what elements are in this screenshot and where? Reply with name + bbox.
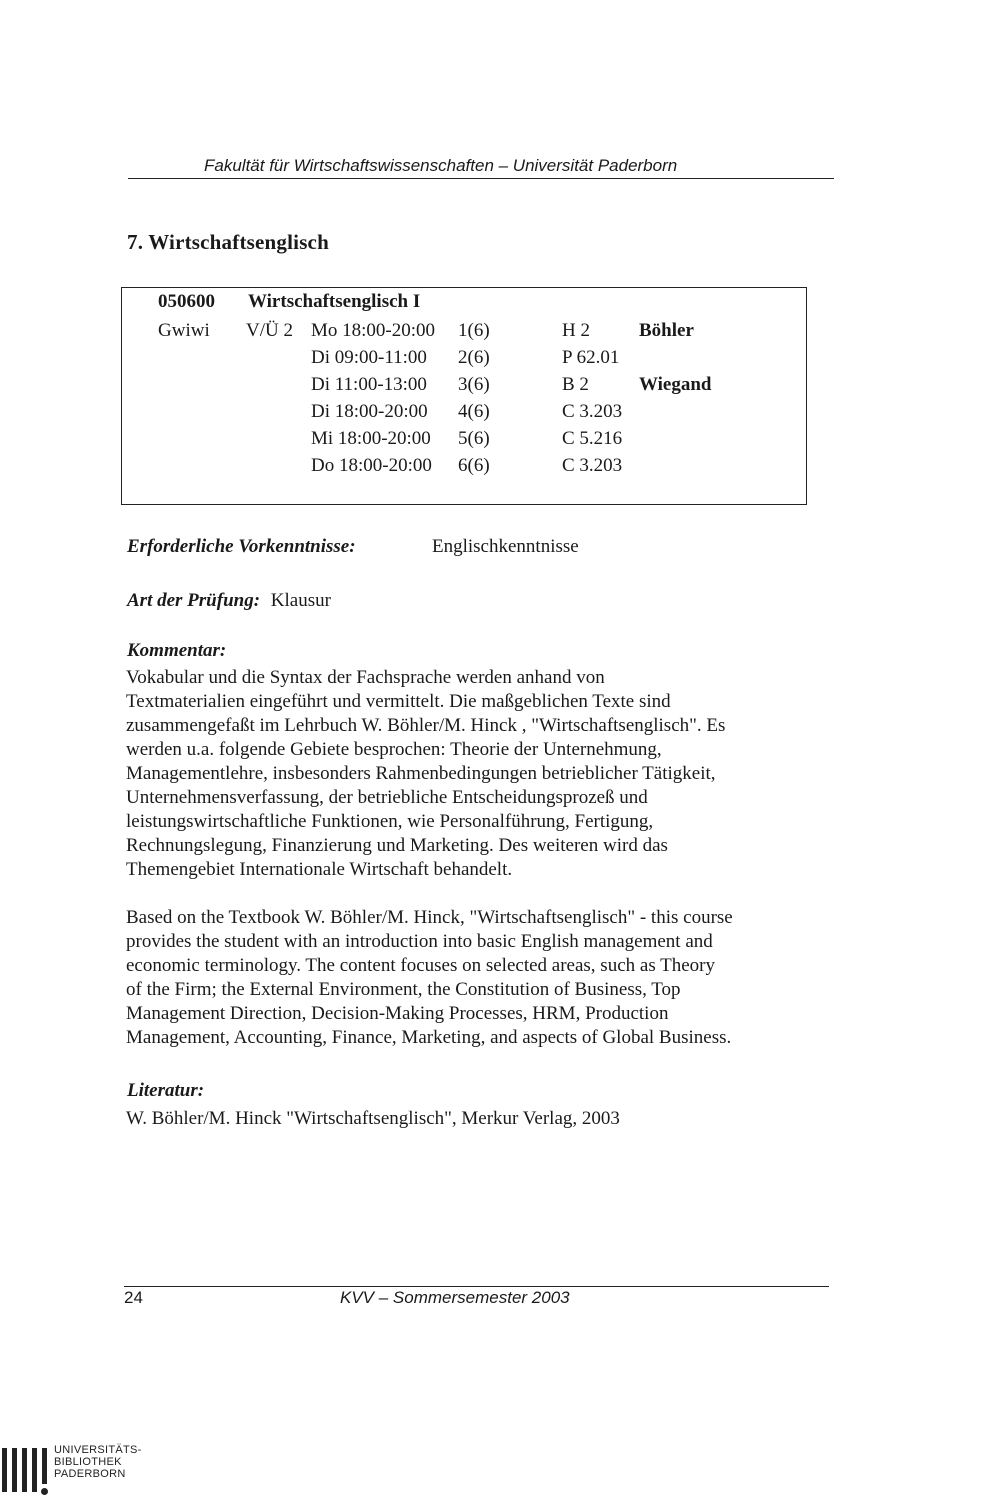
page-number: 24	[124, 1288, 143, 1307]
session-lecturer: Wiegand	[639, 374, 712, 395]
session-group: 1(6)	[458, 320, 490, 341]
session-group: 5(6)	[458, 428, 490, 449]
prerequisites-label: Erforderliche Vorkenntnisse:	[127, 536, 356, 557]
text-line: Themengebiet Internationale Wirtschaft behandelt.	[126, 859, 513, 880]
literature-heading	[127, 1078, 204, 1104]
session-group: 4(6)	[458, 401, 490, 422]
comment-heading	[127, 638, 226, 664]
session-group: 3(6)	[458, 374, 490, 395]
text-line: Vokabular und die Syntax der Fachsprache werden anhand von	[126, 667, 605, 688]
text-line: Based on the Textbook W. Böhler/M. Hinck, "Wirtschaftsenglisch" - this course	[126, 907, 733, 928]
session-room: C 3.203	[562, 401, 623, 422]
footer-text: KVV – Sommersemester 2003	[340, 1288, 570, 1307]
text-line: Managementlehre, insbesonders Rahmenbedingungen betrieblicher Tätigkeit,	[126, 763, 716, 784]
session-room: H 2	[562, 320, 590, 341]
course-faculty: Gwiwi	[158, 320, 210, 341]
text-line: Management Direction, Decision-Making Processes, HRM, Production	[126, 1003, 669, 1024]
text-line: Unternehmensverfassung, der betriebliche Entscheidungsprozeß und	[126, 787, 648, 808]
session-room: B 2	[562, 374, 589, 395]
comment-label: Kommentar:	[127, 640, 227, 661]
library-logo	[0, 1442, 170, 1499]
course-type: V/Ü 2	[246, 320, 293, 341]
literature-value: W. Böhler/M. Hinck "Wirtschaftsenglisch", Merkur Verlag, 2003	[126, 1108, 620, 1129]
library-logo-text: UNIVERSITÄTS- BIBLIOTHEK PADERBORN	[54, 1444, 142, 1480]
session-time: Do 18:00-20:00	[311, 455, 432, 476]
prerequisites-value: Englischkenntnisse	[432, 536, 579, 557]
running-footer	[124, 1286, 829, 1307]
course-number: 050600	[158, 291, 215, 312]
session-group: 2(6)	[458, 347, 490, 368]
text-line: zusammengefaßt im Lehrbuch W. Böhler/M. Hinck , "Wirtschaftsenglisch". Es	[126, 715, 726, 736]
session-time: Mi 18:00-20:00	[311, 428, 431, 449]
course-table	[121, 287, 807, 505]
text-line: Management, Accounting, Finance, Marketing, and aspects of Global Business.	[126, 1027, 732, 1048]
session-group: 6(6)	[458, 455, 490, 476]
text-line: provides the student with an introduction into basic English management and	[126, 931, 713, 952]
exam-row	[127, 588, 331, 614]
literature-label: Literatur:	[127, 1080, 205, 1101]
text-line: Textmaterialien eingeführt und vermittelt. Die maßgeblichen Texte sind	[126, 691, 671, 712]
session-lecturer: Böhler	[639, 320, 694, 341]
session-time: Di 09:00-11:00	[311, 347, 427, 368]
session-room: P 62.01	[562, 347, 620, 368]
text-line: werden u.a. folgende Gebiete besprochen: Theorie der Unternehmung,	[126, 739, 662, 760]
comment-german-paragraph	[126, 666, 806, 882]
exam-label: Art der Prüfung:	[127, 590, 261, 611]
text-line: economic terminology. The content focuses on selected areas, such as Theory	[126, 955, 715, 976]
text-line: of the Firm; the External Environment, the Constitution of Business, Top	[126, 979, 681, 1000]
text-line: leistungswirtschaftliche Funktionen, wie Personalführung, Fertigung,	[126, 811, 654, 832]
session-time: Mo 18:00-20:00	[311, 320, 436, 341]
section-title: 7. Wirtschaftsenglisch	[127, 230, 329, 254]
text-line: Rechnungslegung, Finanzierung und Marketing. Des weiteren wird das	[126, 835, 668, 856]
exam-value: Klausur	[270, 590, 331, 611]
prerequisites-row	[127, 534, 356, 560]
comment-english-paragraph	[126, 906, 806, 1050]
session-time: Di 11:00-13:00	[311, 374, 427, 395]
running-header: Fakultät für Wirtschaftswissenschaften – Universität Paderborn	[128, 154, 834, 179]
session-room: C 5.216	[562, 428, 623, 449]
session-time: Di 18:00-20:00	[311, 401, 428, 422]
course-title: Wirtschaftsenglisch I	[248, 291, 421, 312]
session-room: C 3.203	[562, 455, 623, 476]
